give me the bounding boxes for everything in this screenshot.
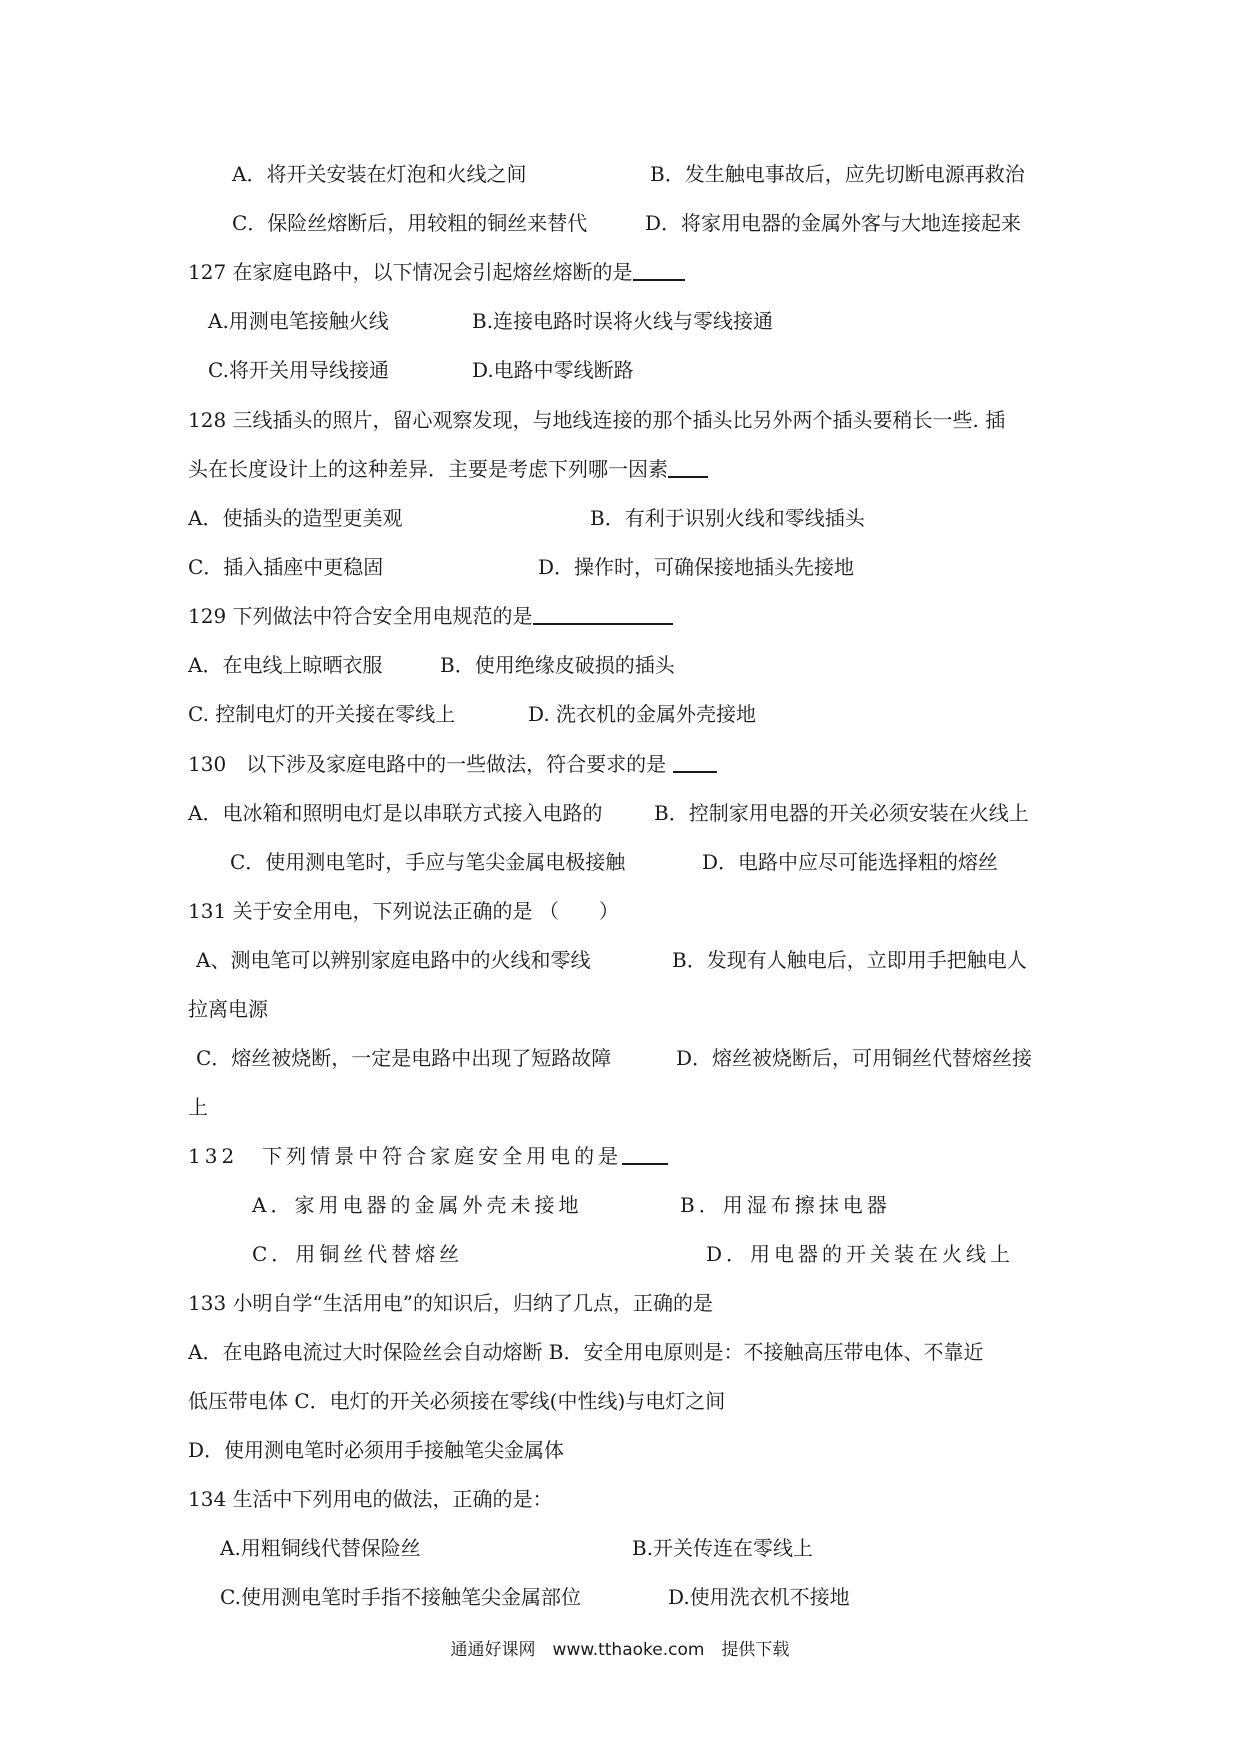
q127-question [188, 258, 685, 286]
q130-option-c: C．使用测电笔时，手应与笔尖金属电极接触 [230, 850, 626, 874]
q132-stem: 132 下列情景中符合家庭安全用电的是 [188, 1144, 623, 1168]
q129-option-a: A．在电线上晾晒衣服 [188, 653, 383, 677]
q127-option-b: B.连接电路时误将火线与零线接通 [472, 309, 774, 333]
q129-option-b: B．使用绝缘皮破损的插头 [440, 653, 675, 677]
q131-option-b: B．发现有人触电后，立即用手把触电人 [672, 948, 1027, 972]
q132-option-a: A．家用电器的金属外壳未接地 [252, 1193, 583, 1217]
q128-stem-line2: 头在长度设计上的这种差异．主要是考虑下列哪一因素 [188, 457, 668, 481]
q131-option-d: D．熔丝被烧断后，可用铜丝代替熔丝接 [676, 1046, 1033, 1070]
q128-option-a: A．使插头的造型更美观 [188, 506, 403, 530]
q127-option-d: D.电路中零线断路 [472, 358, 634, 382]
page-footer: 通通好课网 www.tthaoke.com 提供下载 [450, 1640, 790, 1660]
answer-blank [533, 603, 673, 625]
q126-option-b: B．发生触电事故后，应先切断电源再救治 [650, 162, 1025, 186]
answer-blank [673, 751, 717, 773]
q128-option-c: C．插入插座中更稳固 [188, 555, 384, 579]
q133-line4: D．使用测电笔时必须用手接触笔尖金属体 [188, 1438, 565, 1462]
q133-line3: 低压带电体 C．电灯的开关必须接在零线(中性线)与电灯之间 [188, 1389, 726, 1413]
q126-option-c: C．保险丝熔断后，用较粗的铜丝来替代 [232, 211, 588, 235]
q130-option-a: A．电冰箱和照明电灯是以串联方式接入电路的 [188, 801, 603, 825]
q132-option-b: B．用湿布擦抹电器 [680, 1193, 891, 1217]
q134-option-a: A.用粗铜线代替保险丝 [220, 1536, 421, 1560]
q132-question [188, 1142, 668, 1170]
q131-stem: 131 关于安全用电，下列说法正确的是 （ ） [188, 899, 619, 923]
q128-stem-line1: 128 三线插头的照片，留心观察发现，与地线连接的那个插头比另外两个插头要稍长一些. 插 [188, 408, 1006, 432]
q129-stem: 129 下列做法中符合安全用电规范的是 [188, 604, 533, 628]
q128-option-b: B．有利于识别火线和零线插头 [590, 506, 865, 530]
q131-option-a: A、测电笔可以辨别家庭电路中的火线和零线 [196, 948, 591, 972]
q131-option-d-continued: 上 [188, 1095, 208, 1119]
q127-stem: 127 在家庭电路中，以下情况会引起熔丝熔断的是 [188, 260, 633, 284]
q134-stem: 134 生活中下列用电的做法，正确的是： [188, 1487, 553, 1511]
q132-option-d: D．用电器的开关装在火线上 [706, 1242, 1015, 1266]
q126-option-d: D．将家用电器的金属外客与大地连接起来 [645, 211, 1022, 235]
q133-line2: A．在电路电流过大时保险丝会自动熔断 B．安全用电原则是：不接触高压带电体、不靠近 [188, 1340, 984, 1364]
q130-option-b: B．控制家用电器的开关必须安装在火线上 [654, 801, 1029, 825]
q131-option-b-continued: 拉离电源 [188, 997, 268, 1021]
q129-question [188, 602, 673, 630]
q127-option-c: C.将开关用导线接通 [208, 358, 389, 382]
q134-option-c: C.使用测电笔时手指不接触笔尖金属部位 [220, 1585, 581, 1609]
q130-stem: 130 以下涉及家庭电路中的一些做法，符合要求的是 [188, 752, 667, 776]
q129-option-d: D. 洗衣机的金属外壳接地 [528, 702, 757, 726]
q129-option-c: C. 控制电灯的开关接在零线上 [188, 702, 456, 726]
q134-option-b: B.开关传连在零线上 [632, 1536, 814, 1560]
q128-option-d: D．操作时，可确保接地插头先接地 [538, 555, 855, 579]
q130-question [188, 750, 717, 778]
q133-stem: 133 小明自学“生活用电”的知识后，归纳了几点，正确的是 [188, 1291, 713, 1315]
q134-option-d: D.使用洗衣机不接地 [668, 1585, 850, 1609]
q131-option-c: C．熔丝被烧断，一定是电路中出现了短路故障 [196, 1046, 612, 1070]
q132-option-c: C．用铜丝代替熔丝 [252, 1242, 464, 1266]
answer-blank [633, 259, 685, 281]
q128-question [188, 455, 708, 483]
q126-option-a: A．将开关安装在灯泡和火线之间 [232, 162, 527, 186]
answer-blank [622, 1143, 668, 1165]
q127-option-a: A.用测电笔接触火线 [208, 309, 389, 333]
q130-option-d: D．电路中应尽可能选择粗的熔丝 [702, 850, 999, 874]
answer-blank [668, 456, 708, 478]
